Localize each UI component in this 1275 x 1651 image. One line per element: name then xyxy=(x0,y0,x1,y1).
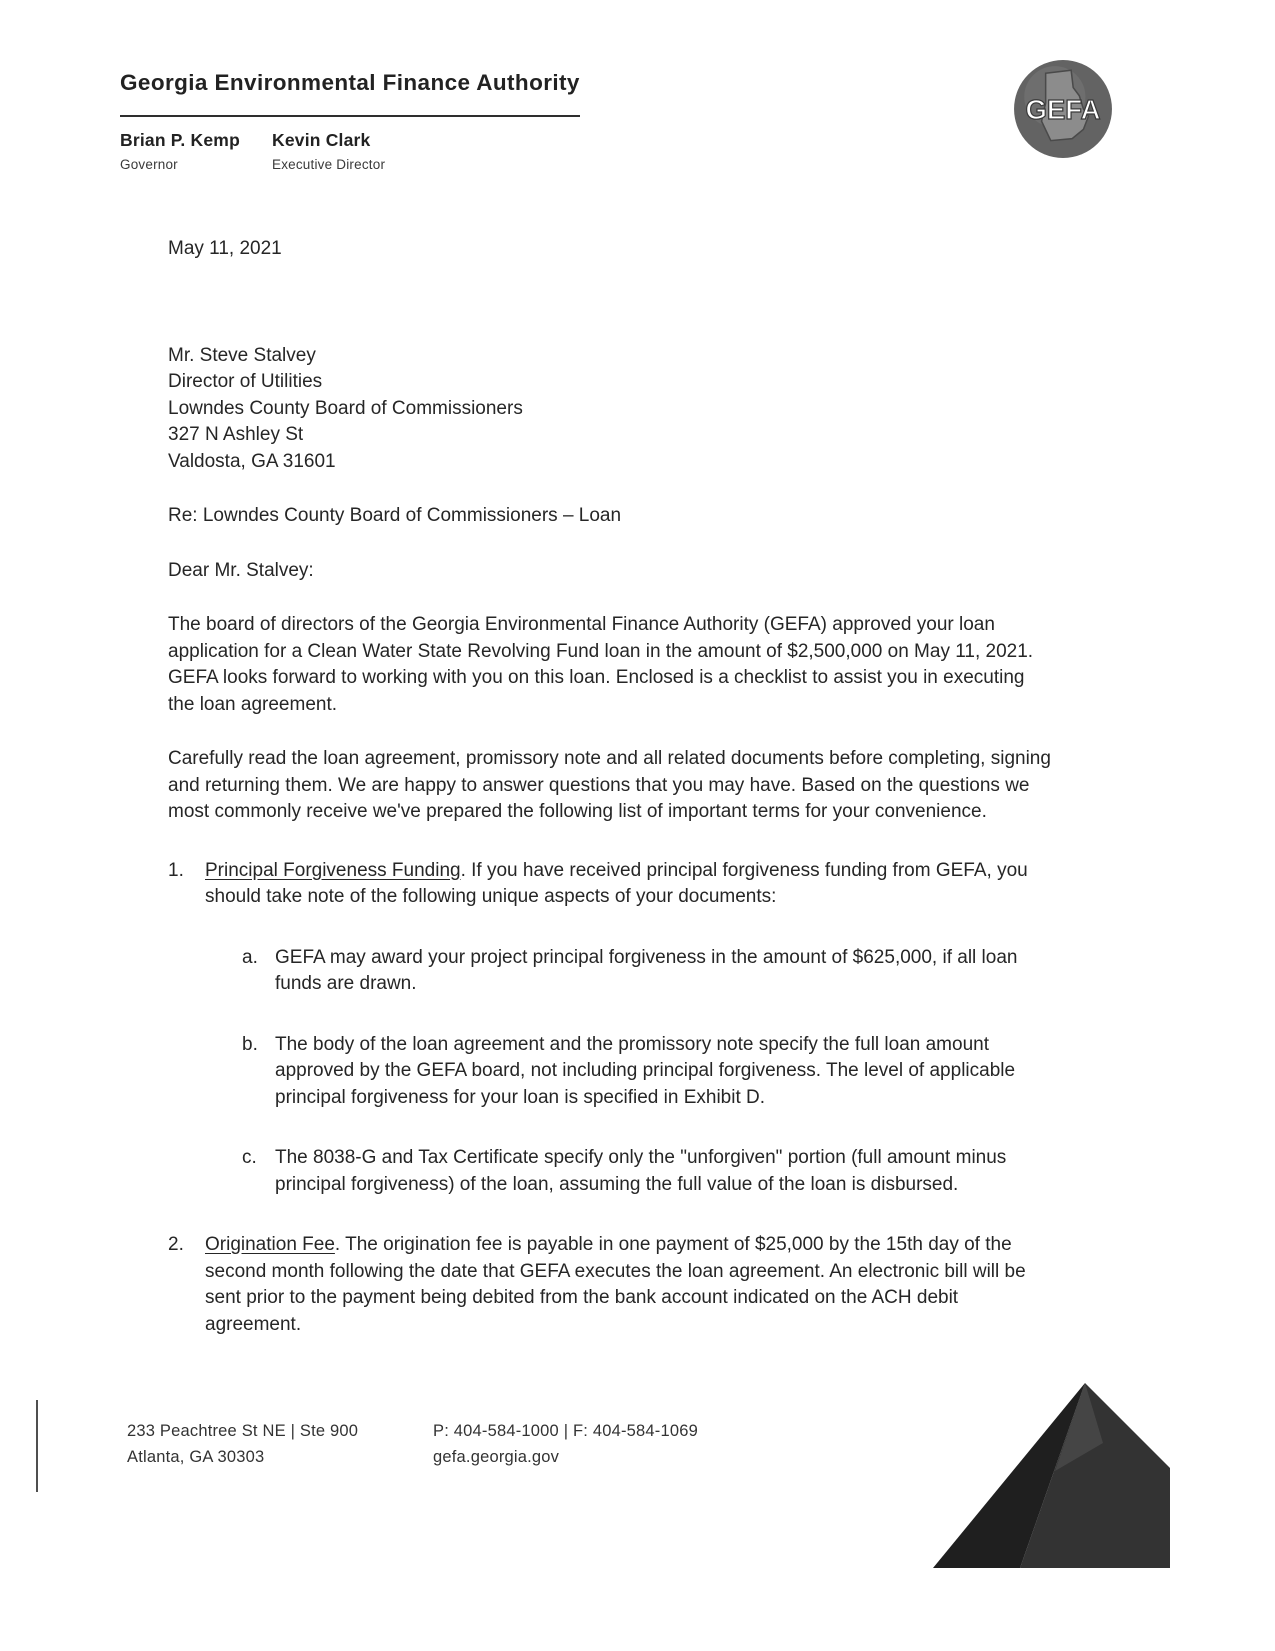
list-item-lead: Origination Fee xyxy=(205,1234,335,1255)
letterhead-rule xyxy=(120,115,580,117)
recipient-line: Valdosta, GA 31601 xyxy=(168,450,336,472)
recipient-line: Mr. Steve Stalvey xyxy=(168,344,316,366)
executive-director-name: Kevin Clark xyxy=(272,130,371,150)
corner-arrow-graphic xyxy=(925,1383,1170,1568)
subitem-letter: b. xyxy=(242,1033,258,1055)
list-item-text: . The origination fee is payable in one payment of $25,000 by the 15th day of the second month following the date that GEFA executes the loan agreement. An electronic bill will be sent prior to the payment being debited from the bank account indicated on the ACH debit agreement. xyxy=(205,1234,1026,1335)
gefa-logo-icon xyxy=(1012,58,1114,160)
recipient-line: Lowndes County Board of Commissioners xyxy=(168,397,523,419)
re-line: Re: Lowndes County Board of Commissioners – Loan xyxy=(168,505,622,526)
scan-artifact-line xyxy=(36,1400,38,1492)
footer-address-line1: 233 Peachtree St NE | Ste 900 xyxy=(127,1422,359,1440)
subitem-b xyxy=(205,1032,1054,1112)
recipient-line: Director of Utilities xyxy=(168,371,323,392)
footer-address xyxy=(127,1418,358,1470)
subitem-a xyxy=(205,945,1054,998)
governor-name: Brian P. Kemp xyxy=(120,130,240,150)
paragraph: Carefully read the loan agreement, promissory note and all related documents before completing, signing and returning them. We are happy to answer questions that you may have. Based on the questions we most commonly receive we've prepared the following list of important terms for your convenience. xyxy=(168,748,1051,822)
official-governor xyxy=(120,130,240,172)
subitem-letter: a. xyxy=(242,946,258,968)
gefa-logo-text: GEFA xyxy=(1025,94,1101,126)
footer-address-line2: Atlanta, GA 30303 xyxy=(127,1448,265,1466)
recipient-line: 327 N Ashley St xyxy=(168,424,304,445)
list-item-body xyxy=(205,858,1054,1199)
sublist xyxy=(205,945,1054,1199)
org-name: Georgia Environmental Finance Authority xyxy=(120,70,580,95)
list-item-1 xyxy=(168,858,1054,1199)
subitem-text: GEFA may award your project principal forgiveness in the amount of $625,000, if all loan funds are drawn. xyxy=(275,946,1018,994)
paragraph: The board of directors of the Georgia Environmental Finance Authority (GEFA) approved your loan application for a Clean Water State Revolving Fund loan in the amount of $2,500,000 on May 11, 2021. GEFA looks forward to working with you on this loan. Enclosed is a checklist to assist you in executing the loan agreement. xyxy=(168,614,1034,715)
official-executive-director xyxy=(272,130,385,172)
list-item-number: 2. xyxy=(168,1234,184,1255)
list-item-number: 1. xyxy=(168,859,184,881)
governor-title: Governor xyxy=(120,157,178,172)
footer-website: gefa.georgia.gov xyxy=(433,1448,560,1466)
executive-director-title: Executive Director xyxy=(272,157,386,172)
letter-date: May 11, 2021 xyxy=(168,238,282,259)
subitem-letter: c. xyxy=(242,1147,257,1168)
list-item-body xyxy=(205,1232,1054,1338)
footer-phone-fax: P: 404-584-1000 | F: 404-584-1069 xyxy=(433,1422,698,1440)
footer-contact xyxy=(433,1418,698,1470)
subitem-text: The body of the loan agreement and the promissory note specify the full loan amount approved by the GEFA board, not including principal forgiveness. The level of applicable principal forgiveness for your loan is specified in Exhibit D. xyxy=(275,1033,1016,1108)
salutation: Dear Mr. Stalvey: xyxy=(168,559,314,581)
list-item-lead: Principal Forgiveness Funding xyxy=(205,859,461,881)
recipient-address xyxy=(168,343,1054,476)
list-item-2 xyxy=(168,1232,1054,1338)
list-item-text: . If you have received principal forgiveness funding from GEFA, you should take note of the following unique aspects of your documents: xyxy=(205,859,1028,907)
numbered-list xyxy=(168,858,1054,1339)
letter-body xyxy=(168,236,1054,1372)
subitem-c xyxy=(205,1145,1054,1198)
subitem-text: The 8038-G and Tax Certificate specify only the "unforgiven" portion (full amount minus principal forgiveness) of the loan, assuming the full value of the loan is disbursed. xyxy=(275,1147,1007,1195)
